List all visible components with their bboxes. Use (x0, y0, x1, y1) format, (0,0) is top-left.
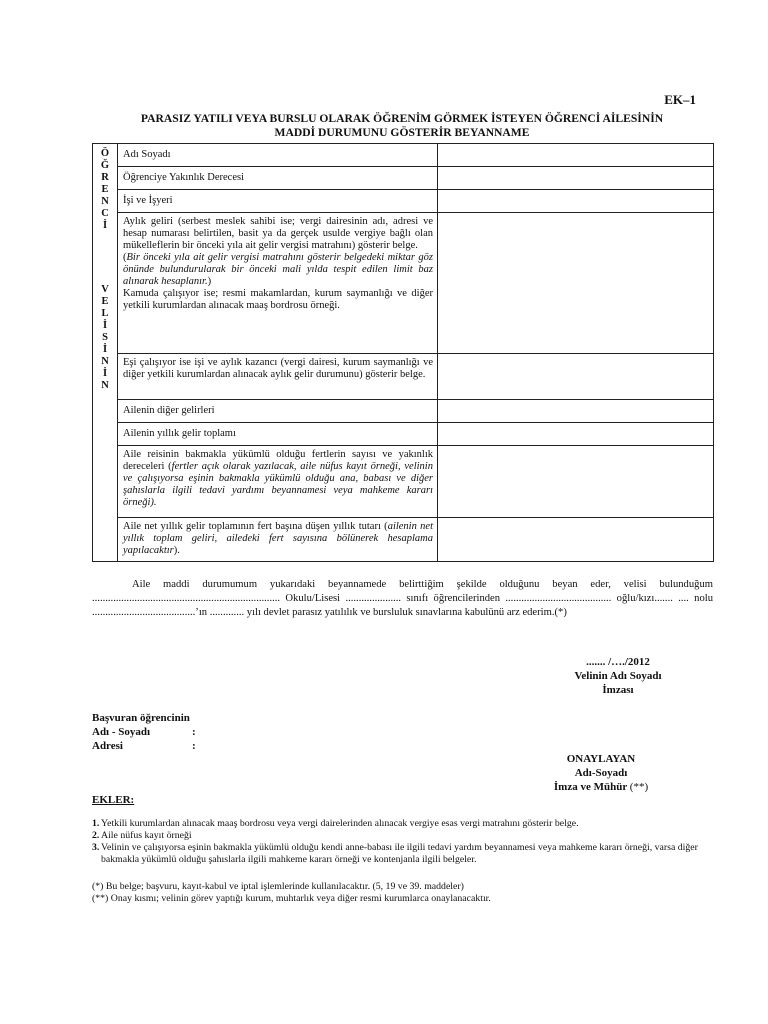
list-item: 1. Yetkili kurumlardan alınacak maaş bordrosu veya vergi dairelerinden alınacak vergiye esas vergi matrahını gösterir belge. (92, 818, 579, 829)
applicant-block: Başvuran öğrencinin Adı - Soyadı : Adresi : (92, 712, 196, 752)
label-fert-basina-gelir: Aile net yıllık gelir toplamının fert başına düşen yıllık tutarı (ailenin net yıllık toplam geliri, ailedeki fert sayısına bölünerek hesaplama yapılacaktır). (118, 518, 438, 562)
signature-date: ....... /…./2012 (586, 656, 650, 668)
table-row (93, 423, 714, 446)
field-diger-gelirler[interactable] (438, 400, 714, 423)
table-row (93, 354, 714, 400)
title-line-1: PARASIZ YATILI VEYA BURSLU OLARAK ÖĞRENİM GÖRMEK İSTEYEN ÖĞRENCİ AİLESİNİN (140, 112, 664, 125)
guardian-signature-block (538, 655, 698, 697)
table-row (93, 144, 714, 167)
footnotes (92, 881, 713, 905)
approval-title: ONAYLAYAN (566, 753, 636, 765)
applicant-name-label: Adı - Soyadı (92, 726, 151, 738)
field-adi-soyadi[interactable] (438, 144, 714, 167)
declaration-paragraph: Aile maddi durumumum yukarıdaki beyannamede belirttiğim şekilde olduğunu beyan eder, velisi bulunduğum ....................................................................... Okulu/Lisesi ..................... sınıfı öğrencilerinden ........................................ oğlu/kızı....... .... nolu .......................................’ın ............. yılı devlet parasız yatılılık ve bursluluk sınavlarına kabulünü arz ederim.(*) (92, 579, 713, 618)
field-isi-ve-isyeri[interactable] (438, 190, 714, 213)
list-item: 2. Aile nüfus kayıt örneği (92, 830, 192, 841)
label-diger-gelirler: Ailenin diğer gelirleri (118, 400, 438, 423)
footnote-1: (*) Bu belge; başvuru, kayıt-kabul ve iptal işlemlerinde kullanılacaktır. (5, 19 ve 39. maddeler) (92, 881, 464, 892)
label-yillik-gelir: Ailenin yıllık gelir toplamı (118, 423, 438, 446)
applicant-heading: Başvuran öğrencinin (92, 712, 190, 724)
table-row (93, 190, 714, 213)
label-isi-ve-isyeri: İşi ve İşyeri (118, 190, 438, 213)
signature-name: Velinin Adı Soyadı (574, 670, 662, 682)
document-title (92, 112, 712, 140)
label-yakinlik-derecesi: Öğrenciye Yakınlık Derecesi (118, 167, 438, 190)
annex-label: EK–1 (664, 92, 696, 107)
table-row (93, 446, 714, 518)
approval-name: Adı-Soyadı (574, 767, 628, 779)
approval-block: ONAYLAYAN Adı-Soyadı İmza ve Mühür (**) (526, 752, 676, 794)
table-row (93, 167, 714, 190)
table-row (93, 213, 714, 354)
field-yakinlik-derecesi[interactable] (438, 167, 714, 190)
field-esi-calisiyor[interactable] (438, 354, 714, 400)
label-adi-soyadi: Adı Soyadı (118, 144, 438, 167)
label-aylik-geliri: Aylık geliri (serbest meslek sahibi ise; vergi dairesinin adı, adresi ve hesap numarası belirtilen, basit ya da gerçek usulde vergiye bağlı olan mükelleflerin bir önceki yıla ait gelir vergisi matrahını) gösterir belge. (Bir önceki yıla ait gelir vergisi matrahını gösterir belgedeki miktar göz önünde bulundurularak bir önceki mali yılda tespit edilen limit baz alınarak hesaplanır.) Kamuda çalışıyor ise; resmi makamlardan, kurum saymanlığı ve diğer yetkili kurumlardan alınacak maaş bordrosu örneği. (118, 213, 438, 354)
table-row (93, 400, 714, 423)
label-esi-calisiyor: Eşi çalışıyor ise işi ve aylık kazancı (vergi dairesi, kurum saymanlığı ve diğer yetkili kurumlardan alınacak aylık gelir durumunu) gösterir belge. (118, 354, 438, 400)
list-item: 3. Velinin ve çalışıyorsa eşinin bakmakla yükümlü olduğu kendi anne-babası ile ilgili tedavi yardım beyannamesi veya mahkeme kararı örneği, varsa diğer bakmakla yükümlü olduğu şahıslarla ilgili mahkeme kararı örneği ve kontenjanla ilgili belgeler. (92, 842, 698, 865)
declaration-table (92, 143, 714, 562)
approval-sign: İmza ve Mühür (553, 781, 628, 793)
attachments-list (92, 818, 713, 866)
signature-sign: İmzası (602, 684, 634, 696)
field-yillik-gelir[interactable] (438, 423, 714, 446)
side-label-ogrenci-velisinin: Ö Ğ R E N C İ V E L İ S İ N İ N (93, 144, 118, 562)
field-aylik-geliri[interactable] (438, 213, 714, 354)
footnote-2: (**) Onay kısmı; velinin görev yaptığı kurum, muhtarlık veya diğer resmi kurumlarca onaylanacaktır. (92, 893, 491, 904)
title-line-2: MADDİ DURUMUNU GÖSTERİR BEYANNAME (274, 126, 530, 139)
attachments-title: EKLER: (92, 794, 135, 806)
field-bakmakla-yukumlu[interactable] (438, 446, 714, 518)
label-bakmakla-yukumlu: Aile reisinin bakmakla yükümlü olduğu fertlerin sayısı ve yakınlık dereceleri (fertler açık olarak yazılacak, aile nüfus kayıt örneği, velinin ve çalışıyorsa eşinin bakmakla yükümlü olduğu ana, babası ve diğer şahıslarla ilgili tedavi yardımı beyannamesi veya mahkeme kararı örneği). (118, 446, 438, 518)
field-fert-basina-gelir[interactable] (438, 518, 714, 562)
table-row (93, 518, 714, 562)
applicant-address-label: Adresi (92, 740, 123, 752)
